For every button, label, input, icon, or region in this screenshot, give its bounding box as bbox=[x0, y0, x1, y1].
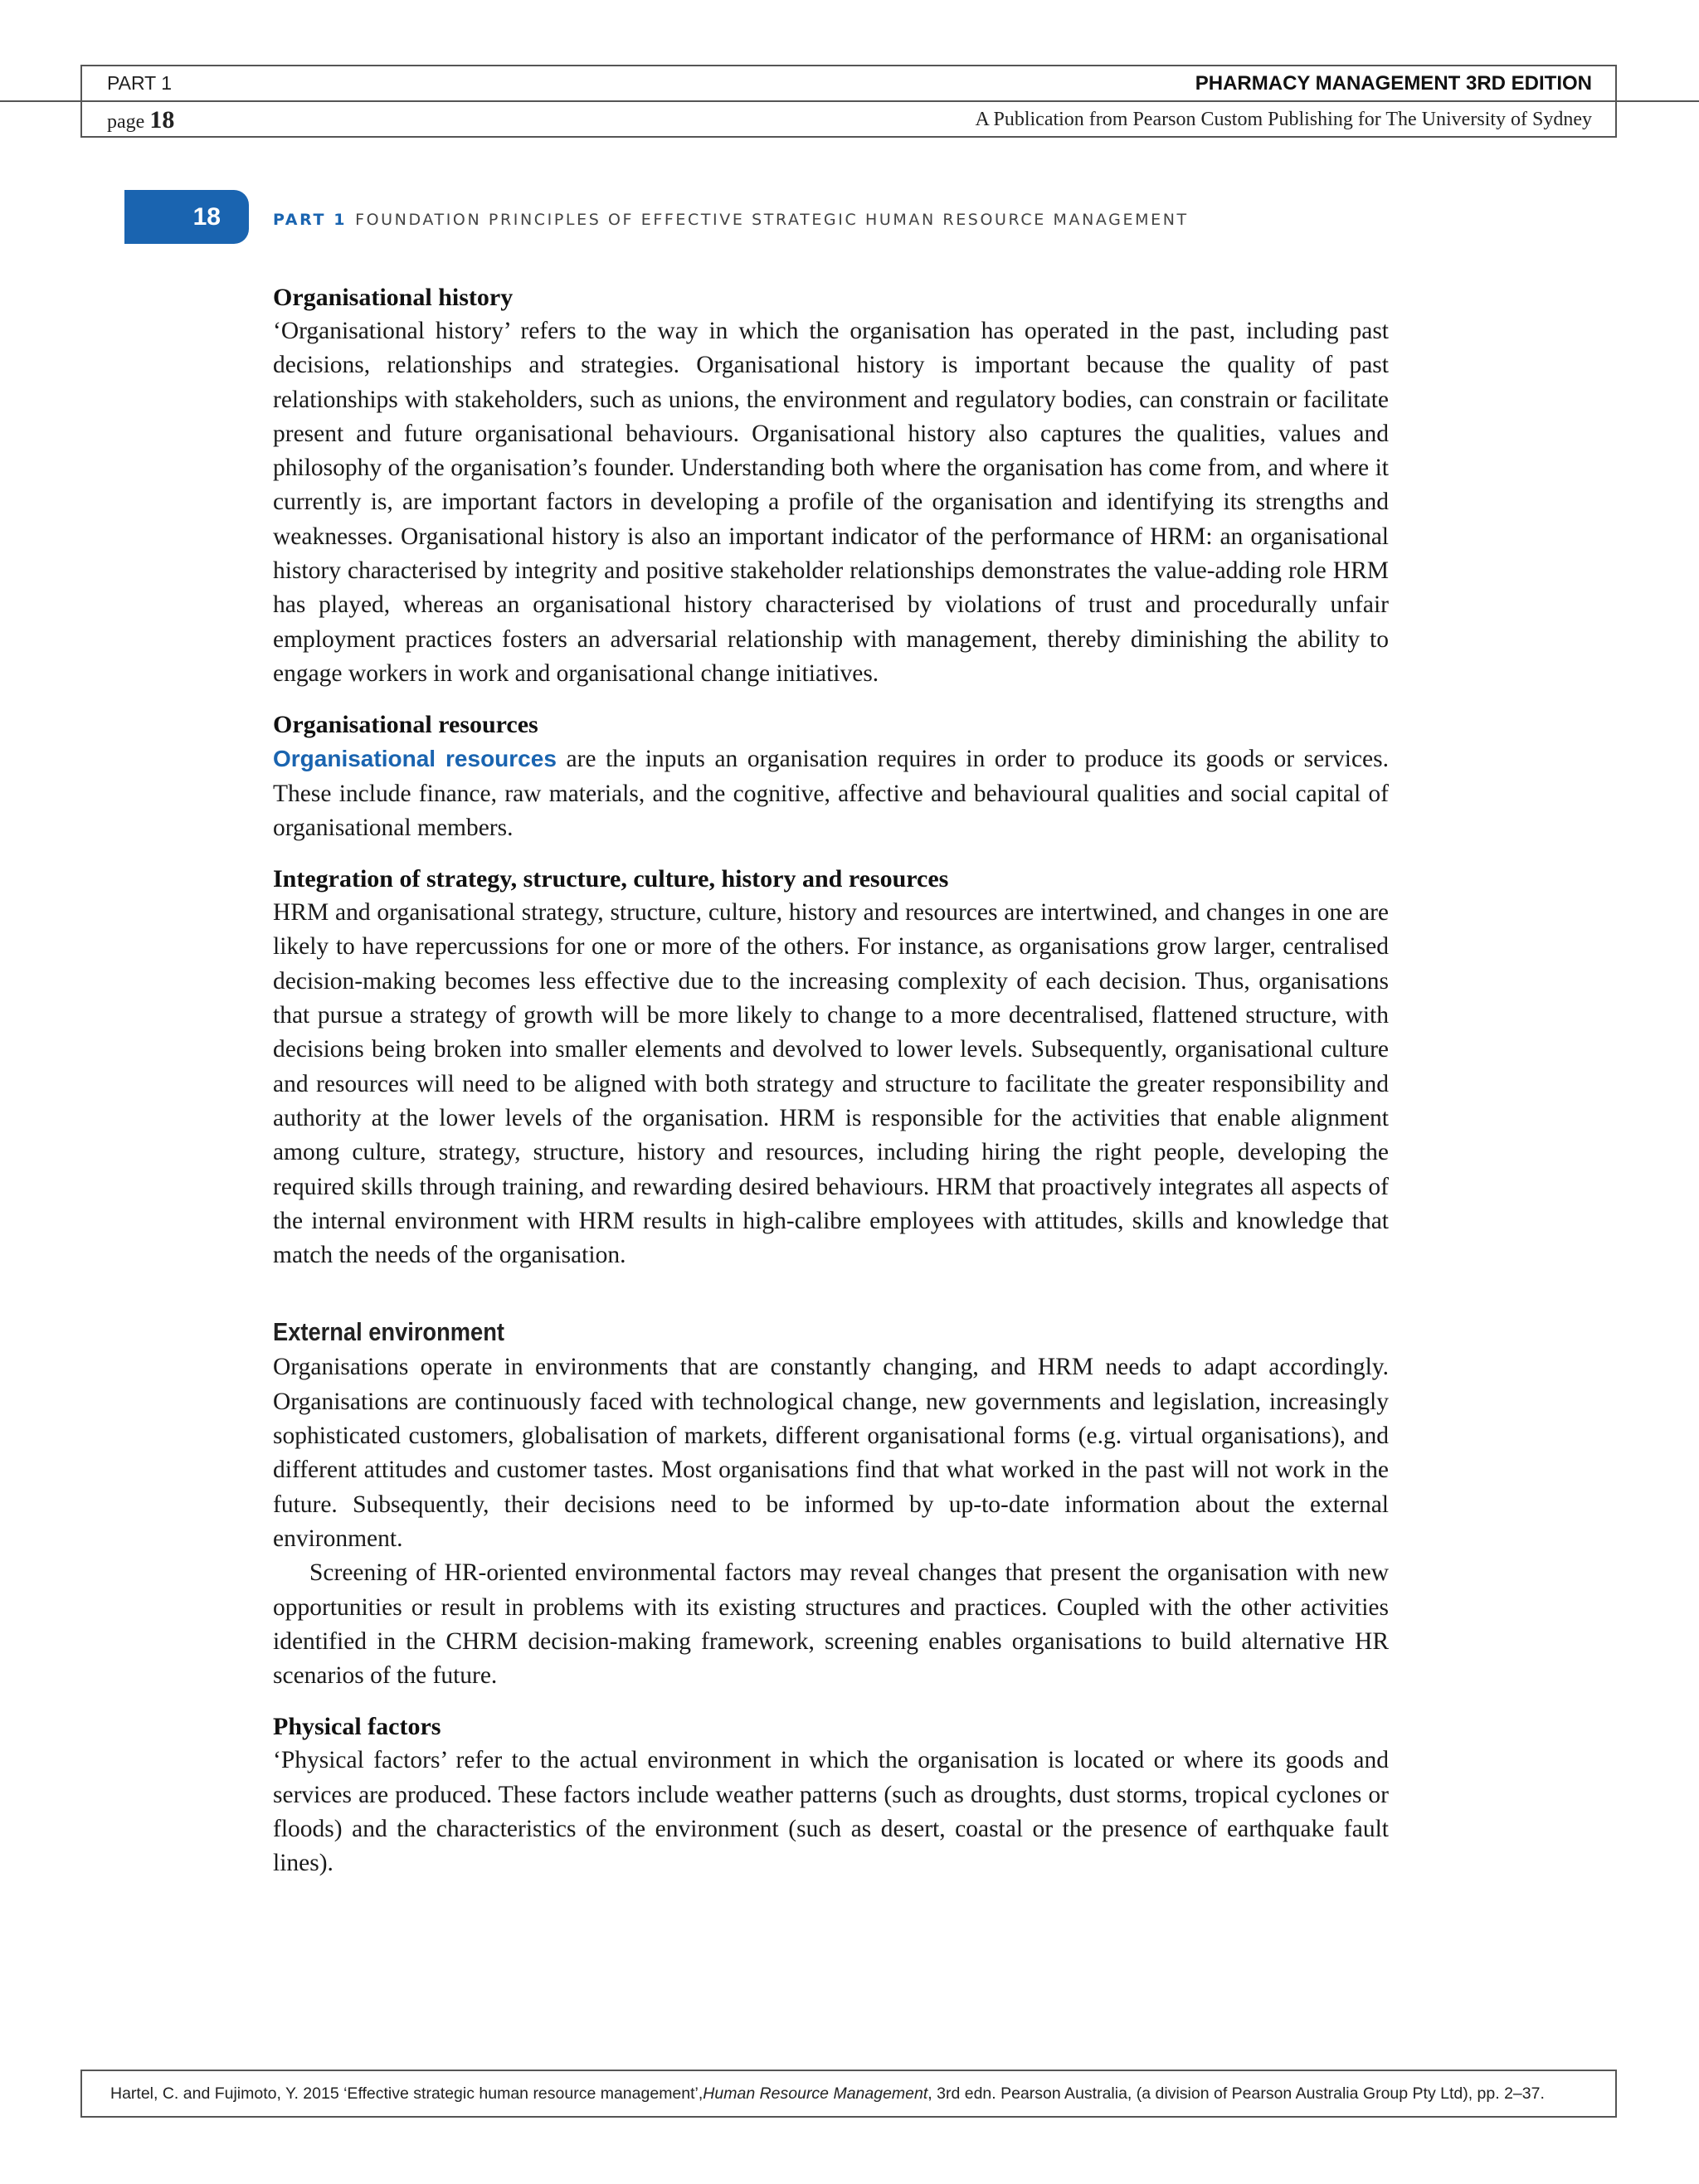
publication-header-top-row bbox=[82, 66, 1615, 102]
header-rule-left bbox=[0, 100, 80, 102]
publication-part: PART 1 bbox=[107, 72, 172, 94]
citation-title: Human Resource Management bbox=[703, 2084, 928, 2103]
publication-header bbox=[80, 65, 1617, 138]
section-heading-org-resources: Organisational resources bbox=[273, 711, 538, 739]
spacer bbox=[273, 845, 1389, 862]
citation-footer bbox=[80, 2070, 1617, 2118]
section-heading-integration: Integration of strategy, structure, culture, history and resources bbox=[273, 865, 949, 893]
citation-suffix: , 3rd edn. Pearson Australia, (a division of Pearson Australia Group Pty Ltd), pp. 2–37. bbox=[927, 2084, 1545, 2103]
publication-title: PHARMACY MANAGEMENT 3RD EDITION bbox=[1195, 71, 1592, 95]
paragraph-external-environment-1: Organisations operate in environments that are constantly changing, and HRM needs to adapt accordingly. Organisations are continuously faced with technological change, new governments and legislation, increasingly sophisticated customers, globalisation of markets, different organisational forms (e.g. virtual organisations), and different attitudes and customer tastes. Most organisations find that what worked in the past will not work in the future. Subsequently, their decisions need to be informed by up-to-date information about the external environment. bbox=[273, 1354, 1389, 1552]
citation-prefix: Hartel, C. and Fujimoto, Y. 2015 ‘Effective strategic human resource management’, bbox=[110, 2084, 703, 2103]
spacer bbox=[273, 691, 1389, 708]
publisher-line: A Publication from Pearson Custom Publishing for The University of Sydney bbox=[975, 109, 1592, 130]
section-heading-external-environment: External environment bbox=[273, 1317, 504, 1347]
running-head-part: PART 1 bbox=[273, 211, 348, 229]
paragraph-external-environment-2: Screening of HR-oriented environmental factors may reveal changes that present the organisation with new opportunities or result in problems with its existing structures and practices. Coupled with the other activities identified in the CHRM decision-making framework, screening enables organisations to build alternative HR scenarios of the future. bbox=[273, 1559, 1389, 1690]
publication-page bbox=[107, 106, 174, 134]
paragraph-org-resources bbox=[273, 742, 1389, 845]
page-prefix: page bbox=[107, 110, 145, 133]
key-term: Organisational resources bbox=[273, 746, 557, 772]
paragraph-physical-factors: ‘Physical factors’ refer to the actual environment in which the organisation is located or where its goods and services are produced. These factors include weather patterns (such as droughts, dust storms, tropical cyclones or floods) and the characteristics of the environment (such as desert, coastal or the presence of earthquake fault lines). bbox=[273, 1747, 1389, 1877]
spacer bbox=[273, 1693, 1389, 1710]
running-head bbox=[273, 211, 1189, 229]
page-number-tab bbox=[124, 190, 249, 244]
section-heading-org-history: Organisational history bbox=[273, 284, 514, 311]
main-content bbox=[273, 280, 1389, 1881]
running-head-page-number: 18 bbox=[192, 202, 221, 231]
publication-header-bottom-row bbox=[82, 102, 1615, 138]
paragraph-org-resources-text: are the inputs an organisation requires in order to produce its goods or services. These include finance, raw materials, and the cognitive, affective and behavioural qualities and social capital of organisational members. bbox=[273, 746, 1389, 841]
publication-page-number: 18 bbox=[149, 105, 175, 134]
spacer bbox=[273, 1272, 1389, 1314]
paragraph-org-history: ‘Organisational history’ refers to the way in which the organisation has operated in the past, including past decisions, relationships and strategies. Organisational history is important because the quality of past relationships with stakeholders, such as unions, the environment and regulatory bodies, can constrain or facilitate present and future organisational behaviours. Organisational history also captures the qualities, values and philosophy of the organisation’s founder. Understanding both where the organisation has come from, and where it currently is, are important factors in developing a profile of the organisation and identifying its strengths and weaknesses. Organisational history is also an important indicator of the performance of HRM: an organisational history characterised by integrity and positive stakeholder relationships demonstrates the value-adding role HRM has played, whereas an organisational history characterised by violations of trust and procedurally unfair employment practices fosters an adversarial relationship with management, thereby diminishing the ability to engage workers in work and organisational change initiatives. bbox=[273, 318, 1389, 687]
section-heading-physical-factors: Physical factors bbox=[273, 1713, 441, 1741]
paragraph-integration: HRM and organisational strategy, structure, culture, history and resources are intertwined, and changes in one are likely to have repercussions for one or more of the others. For instance, as organisations grow larger, centralised decision-making becomes less effective due to the increasing complexity of each decision. Thus, organisations that pursue a strategy of growth will be more likely to change to a more decentralised, flattened structure, with decisions being broken into smaller elements and devolved to lower levels. Subsequently, organisational culture and resources will need to be aligned with both strategy and structure to facilitate the greater responsibility and authority at the lower levels of the organisation. HRM is responsible for the activities that enable alignment among culture, strategy, structure, history and resources, including hiring the right people, developing the required skills through training, and rewarding desired behaviours. HRM that proactively integrates all aspects of the internal environment with HRM results in high-calibre employees with attitudes, skills and knowledge that match the needs of the organisation. bbox=[273, 899, 1389, 1269]
header-rule-right bbox=[1617, 100, 1699, 102]
running-head-chapter: FOUNDATION PRINCIPLES OF EFFECTIVE STRATEGIC HUMAN RESOURCE MANAGEMENT bbox=[355, 211, 1189, 229]
